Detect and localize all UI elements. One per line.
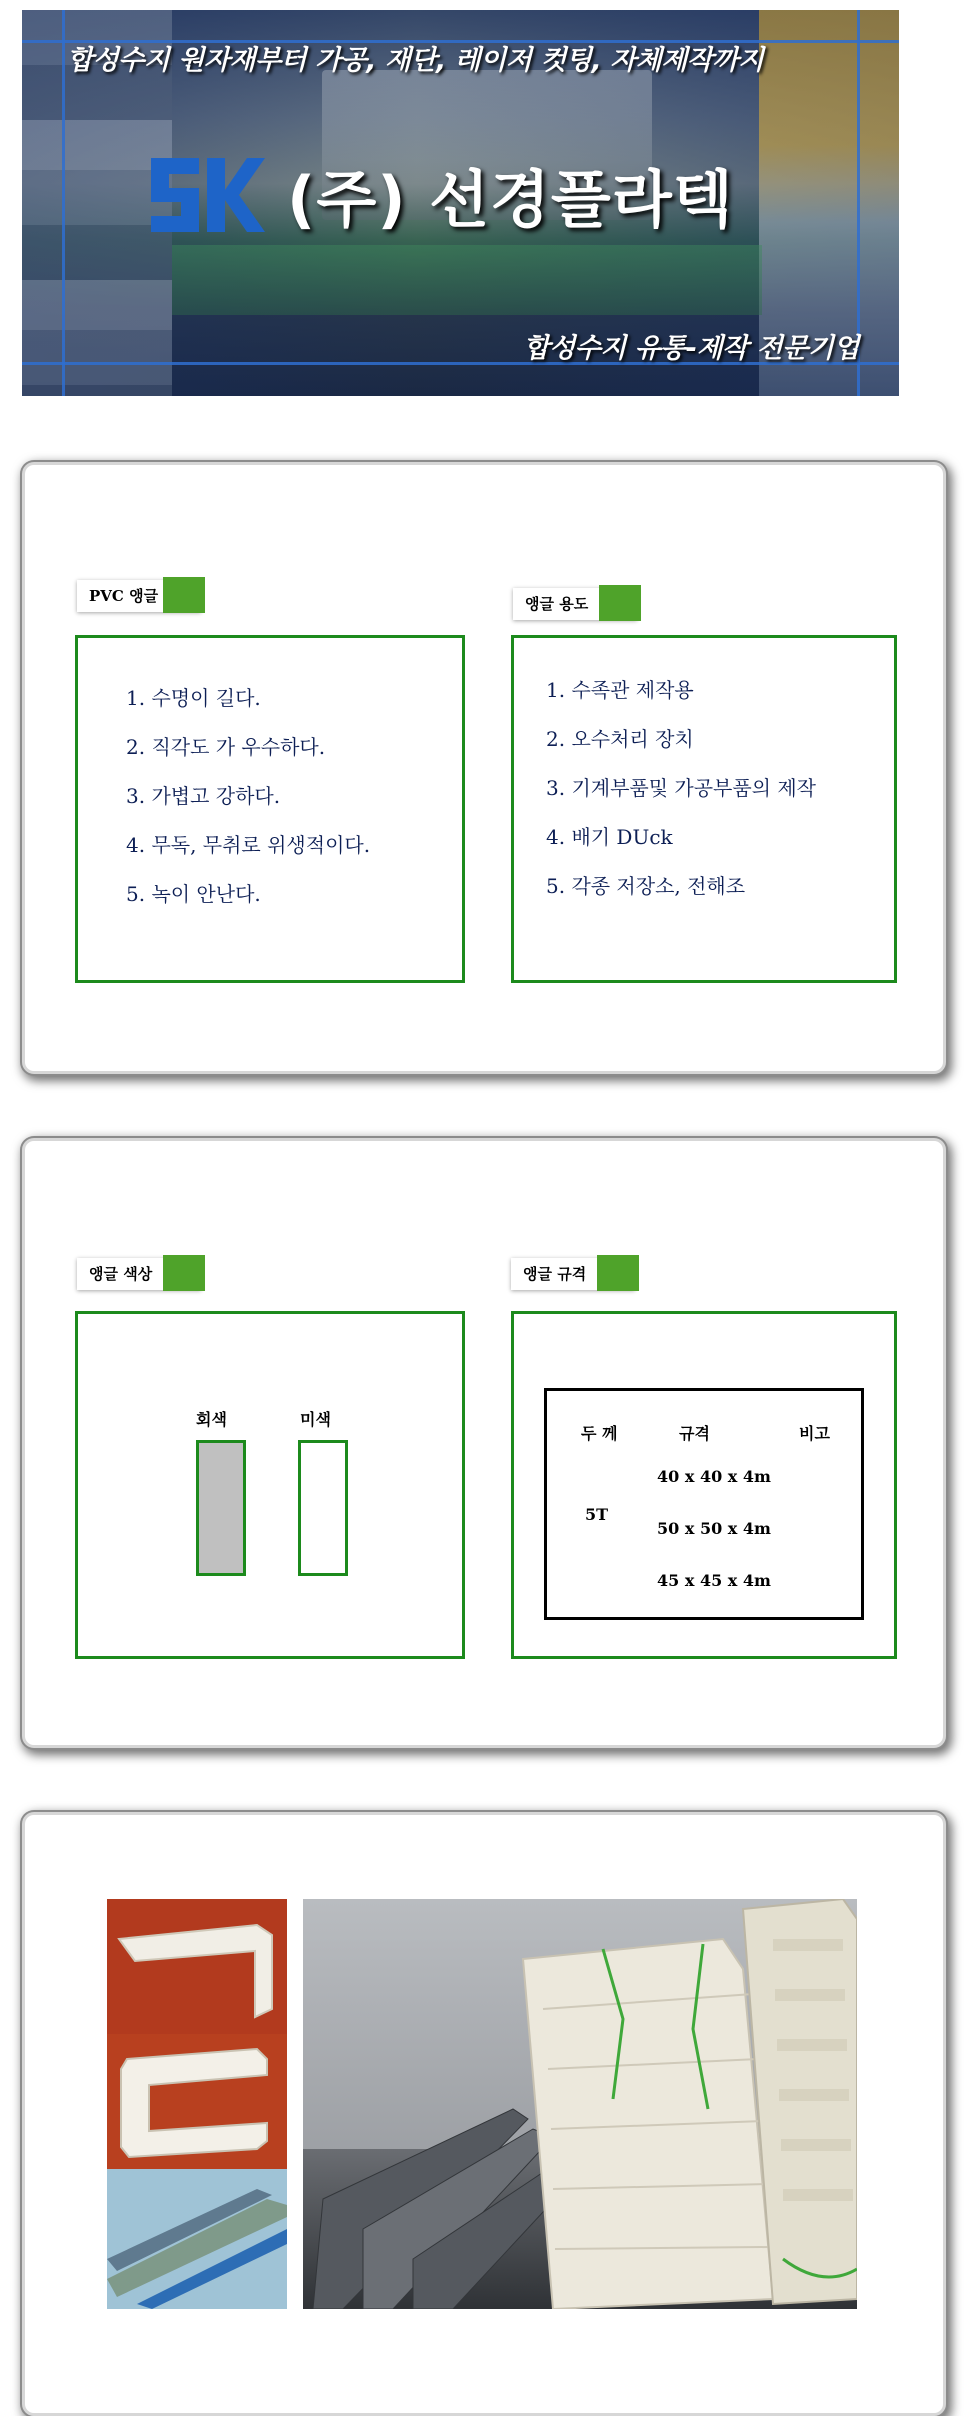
list-item: 4. 무독, 무취로 위생적이다. [126,833,371,857]
list-item: 2. 오수처리 장치 [546,727,694,751]
company-name: (주) 선경플라텍 [287,163,734,236]
list-item: 5. 각종 저장소, 전해조 [546,874,746,898]
spec-size-value: 45 x 45 x 4m [657,1571,771,1590]
spec-thickness-value: 5T [585,1505,609,1524]
color-swatch-ivory [298,1440,348,1576]
tab-accent [163,1255,205,1291]
color-swatch-gray [196,1440,246,1576]
angle-product-image [107,1899,287,2309]
color-label-gray: 회색 [196,1410,227,1429]
tab-accent [597,1255,639,1291]
list-item: 5. 녹이 안난다. [126,882,261,906]
uses-box [511,635,897,983]
tab-angle-spec [511,1258,635,1290]
banner-floor [172,245,762,315]
warehouse-photo [303,1899,857,2309]
spec-size-value: 40 x 40 x 4m [657,1467,771,1486]
product-photo-column [107,1899,287,2309]
tab-pvc-angle [77,580,201,612]
spec-header-thickness: 두 께 [581,1424,618,1443]
hero-banner [22,10,899,396]
spec-box [511,1311,897,1659]
tab-angle-color [77,1258,201,1290]
banner-tagline-top: 합성수지 원자재부터 가공, 재단, 레이저 컷팅, 자체제작까지 [67,45,764,76]
list-item: 4. 배기 DUck [546,825,673,849]
sk-logo-icon [147,150,267,240]
banner-frame-line [62,10,65,396]
banner-tagline-bottom: 합성수지 유통-제작 전문기업 [523,333,859,364]
tab-label: 앵글 용도 [525,595,589,613]
spec-size-value: 50 x 50 x 4m [657,1519,771,1538]
tab-angle-uses [513,588,637,620]
spec-header-size: 규격 [679,1424,710,1443]
features-list [126,674,370,919]
list-item: 1. 수족관 제작용 [546,678,694,702]
features-panel [22,462,946,1074]
colors-box [75,1311,465,1659]
tab-label: 앵글 색상 [89,1265,153,1283]
spec-panel [22,1138,946,1748]
tab-accent [163,577,205,613]
uses-list [546,666,816,911]
list-item: 3. 가볍고 강하다. [126,784,281,808]
photo-panel [22,1812,946,2416]
spec-table [544,1388,864,1620]
list-item: 3. 기계부품및 가공부품의 제작 [546,776,816,800]
features-box [75,635,465,983]
list-item: 1. 수명이 길다. [126,686,261,710]
spec-header-note: 비고 [799,1424,830,1443]
tab-label: 앵글 규격 [523,1265,587,1283]
warehouse-stock-image [303,1899,857,2309]
tab-accent [599,585,641,621]
list-item: 2. 직각도 가 우수하다. [126,735,326,759]
color-label-ivory: 미색 [300,1410,331,1429]
tab-label: PVC 앵글 [89,587,159,605]
